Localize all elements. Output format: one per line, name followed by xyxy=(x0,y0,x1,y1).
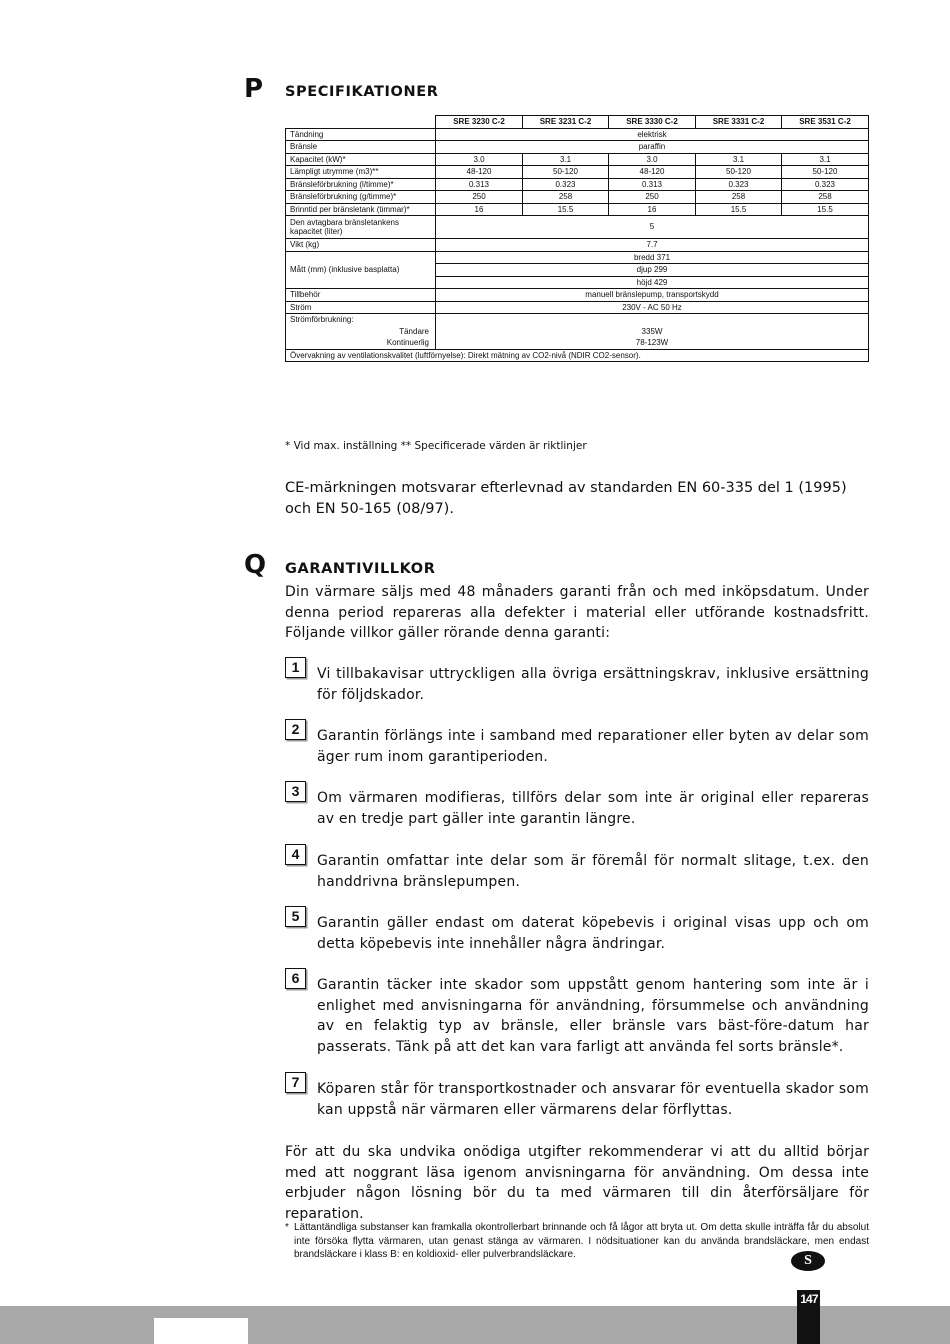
cell-value: 258 xyxy=(782,191,869,204)
footnote-text: Lättantändliga substanser kan framkalla okontrollerbart brinnande och få lågor att bryta ut. Om detta skulle inträffa får du absolut inte försöka flytta värmaren, utan genast stänga av värmaren. I nödsituationer kan du använda brandsläckare, men endast brandsläckare i klass B: en koldioxid- eller pulverbrandsläckare. xyxy=(294,1222,869,1260)
condition-number-box: 3 xyxy=(285,781,306,802)
table-row xyxy=(286,301,869,314)
cell-value: bredd 371 xyxy=(436,251,869,264)
table-row xyxy=(286,166,869,179)
cell-value: 15.5 xyxy=(523,203,609,216)
cell-value: 15.5 xyxy=(782,203,869,216)
row-label: Den avtagbara bränsletankens kapacitet (liter) xyxy=(286,216,436,239)
condition-text: Om värmaren modifieras, tillförs delar som inte är original eller repareras av en tredje part gäller inte garantin längre. xyxy=(317,790,869,827)
table-row xyxy=(286,337,869,349)
cell-value: 258 xyxy=(696,191,782,204)
condition-number-box: 4 xyxy=(285,844,306,865)
table-row xyxy=(286,141,869,154)
row-label: Övervakning av ventilationskvalitet (luftförnyelse): Direkt mätning av CO2-nivå (NDIR CO2-sensor). xyxy=(286,349,869,362)
cell-empty xyxy=(436,314,869,326)
table-row xyxy=(286,289,869,302)
cell-value: 230V - AC 50 Hz xyxy=(436,301,869,314)
condition-number-box: 2 xyxy=(285,719,306,740)
condition-text: Garantin förlängs inte i samband med reparationer eller byten av delar som äger rum inom garantiperioden. xyxy=(317,728,869,765)
cell-value: 0.323 xyxy=(696,178,782,191)
cell-value: 5 xyxy=(436,216,869,239)
section-title-warranty: GARANTIVILLKOR xyxy=(285,561,436,577)
model-header: SRE 3531 C-2 xyxy=(782,116,869,129)
cell-value: 0.313 xyxy=(609,178,696,191)
table-row xyxy=(286,216,869,239)
cell-value: manuell bränslepump, transportskydd xyxy=(436,289,869,302)
row-label: Strömförbrukning: xyxy=(286,314,436,326)
cell-value: 3.0 xyxy=(609,153,696,166)
specifications-table xyxy=(285,115,869,362)
table-row xyxy=(286,251,869,264)
cell-value: 3.0 xyxy=(436,153,523,166)
footer-white-block xyxy=(154,1318,248,1344)
row-label: Mått (mm) (inklusive basplatta) xyxy=(286,251,436,289)
cell-value: 3.1 xyxy=(523,153,609,166)
cell-value: 250 xyxy=(436,191,523,204)
row-label: Bränsle xyxy=(286,141,436,154)
cell-value: 250 xyxy=(609,191,696,204)
condition-number-box: 7 xyxy=(285,1072,306,1093)
row-label: Tillbehör xyxy=(286,289,436,302)
cell-value: elektrisk xyxy=(436,128,869,141)
table-row xyxy=(286,178,869,191)
cell-value: 0.313 xyxy=(436,178,523,191)
condition-text: Garantin gäller endast om daterat köpebevis i original visas upp och om detta köpebevis inte innehåller några ändringar. xyxy=(317,915,869,952)
warranty-intro: Din värmare säljs med 48 månaders garanti från och med inköpsdatum. Under denna period repareras alla defekter i material eller utförande kostnadsfritt. Följande villkor gäller rörande denna garanti: xyxy=(285,584,869,641)
condition-number-box: 6 xyxy=(285,968,306,989)
model-header: SRE 3231 C-2 xyxy=(523,116,609,129)
row-label: Bränsleförbrukning (l/timme)* xyxy=(286,178,436,191)
row-label: Tändning xyxy=(286,128,436,141)
condition-text: Köparen står för transportkostnader och ansvarar för eventuella skador som kan uppstå när värmaren eller värmarens delar förflyttas. xyxy=(317,1081,869,1118)
cell-value: 16 xyxy=(609,203,696,216)
row-label: Kapacitet (kW)* xyxy=(286,153,436,166)
page-number: 147 xyxy=(800,1292,818,1306)
table-footnote: * Vid max. inställning ** Specificerade värden är riktlinjer xyxy=(285,440,587,452)
language-badge: S xyxy=(791,1251,825,1271)
row-label: Bränsleförbrukning (g/timme)* xyxy=(286,191,436,204)
row-label: Lämpligt utrymme (m3)** xyxy=(286,166,436,179)
cell-value: 16 xyxy=(436,203,523,216)
section-letter-p: P xyxy=(244,74,264,104)
model-header: SRE 3230 C-2 xyxy=(436,116,523,129)
row-sublabel: Tändare xyxy=(286,326,436,338)
cell-value: 50-120 xyxy=(523,166,609,179)
table-row xyxy=(286,203,869,216)
condition-number-box: 5 xyxy=(285,906,306,927)
cell-value: 48-120 xyxy=(436,166,523,179)
cell-value: 50-120 xyxy=(696,166,782,179)
row-label: Vikt (kg) xyxy=(286,239,436,252)
condition-text: Garantin omfattar inte delar som är föremål för normalt slitage, t.ex. den handdrivna bränslepumpen. xyxy=(317,853,869,890)
condition-number-box: 1 xyxy=(285,657,306,678)
cell-value: 0.323 xyxy=(782,178,869,191)
condition-text: Garantin täcker inte skador som uppstått genom hantering som inte är i enlighet med anvisningarna för användning, försummelse och användning av en felaktig typ av bränsle, eller bränsle vars bäst-före-datum har passerats. Tänk på att det kan vara farligt att använda fel sorts bränsle*. xyxy=(317,977,869,1055)
row-label: Ström xyxy=(286,301,436,314)
cell-value: djup 299 xyxy=(436,264,869,277)
fire-safety-footnote xyxy=(285,1221,869,1262)
cell-value: 335W xyxy=(436,326,869,338)
condition-text: Vi tillbakavisar uttryckligen alla övriga ersättningskrav, inklusive ersättning för följdskador. xyxy=(317,666,869,703)
warranty-outro: För att du ska undvika onödiga utgifter rekommenderar vi att du alltid börjar med att noggrant läsa igenom anvisningarna för användning. Om dessa inte erbjuder någon lösning bör du ta med värmaren till din återförsäljare för reparation. xyxy=(285,1144,869,1222)
table-corner xyxy=(286,116,436,129)
cell-value: 50-120 xyxy=(782,166,869,179)
cell-value: 3.1 xyxy=(696,153,782,166)
cell-value: 7.7 xyxy=(436,239,869,252)
table-row xyxy=(286,153,869,166)
table-row xyxy=(286,239,869,252)
footnote-asterisk: * xyxy=(285,1222,289,1233)
table-row xyxy=(286,128,869,141)
model-header: SRE 3331 C-2 xyxy=(696,116,782,129)
row-sublabel: Kontinuerlig xyxy=(286,337,436,349)
row-label: Brinntid per bränsletank (timmar)* xyxy=(286,203,436,216)
model-header: SRE 3330 C-2 xyxy=(609,116,696,129)
cell-value: 0.323 xyxy=(523,178,609,191)
table-row xyxy=(286,326,869,338)
cell-value: höjd 429 xyxy=(436,276,869,289)
table-header-row xyxy=(286,116,869,129)
cell-value: 15.5 xyxy=(696,203,782,216)
cell-value: paraffin xyxy=(436,141,869,154)
cell-value: 48-120 xyxy=(609,166,696,179)
section-letter-q: Q xyxy=(244,550,267,580)
cell-value: 78-123W xyxy=(436,337,869,349)
table-row xyxy=(286,349,869,362)
table-row xyxy=(286,314,869,326)
table-row xyxy=(286,191,869,204)
section-title-specifications: SPECIFIKATIONER xyxy=(285,84,439,100)
ce-statement: CE-märkningen motsvarar efterlevnad av standarden EN 60-335 del 1 (1995) och EN 50-165 (08/97). xyxy=(285,480,847,517)
cell-value: 258 xyxy=(523,191,609,204)
cell-value: 3.1 xyxy=(782,153,869,166)
